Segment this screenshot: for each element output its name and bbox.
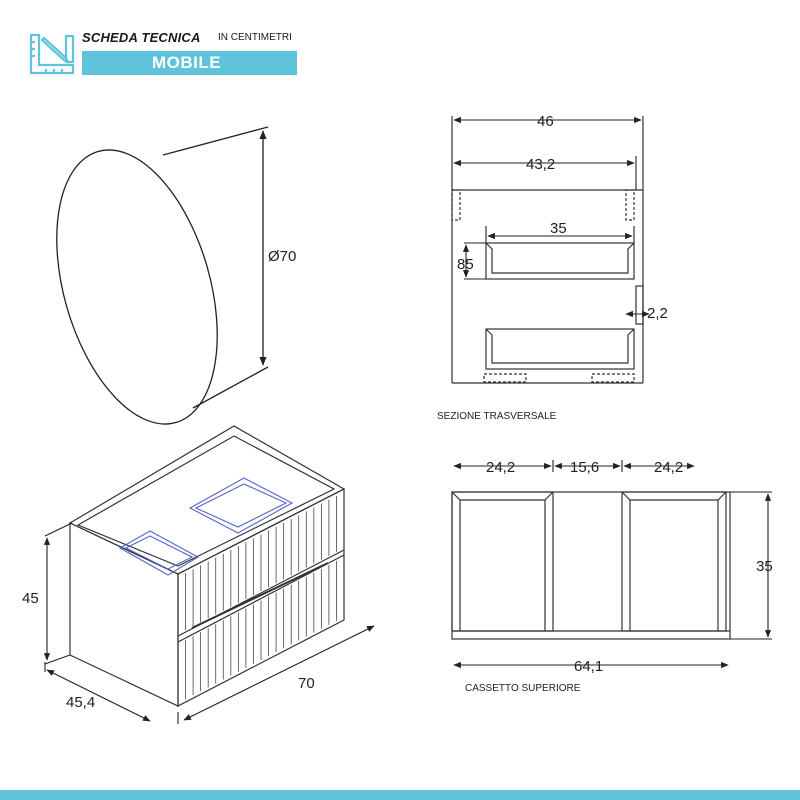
- cabinet-width-line: [184, 626, 374, 720]
- top-drawer-left-label: 24,2: [486, 459, 516, 476]
- footer-bar: [0, 790, 800, 800]
- top-drawer-total-width-label: 64,1: [574, 658, 604, 675]
- top-drawer-drawing: [452, 492, 730, 639]
- mirror-extension-top: [163, 127, 268, 155]
- cabinet-depth-line: [47, 670, 150, 721]
- mirror-extension-bottom: [193, 367, 268, 408]
- section-inner-width-label: 43,2: [526, 156, 556, 173]
- section-drawer-width-label: 35: [550, 220, 567, 237]
- cabinet-height-label: 45: [22, 590, 39, 607]
- header-subtitle: IN CENTIMETRI: [218, 32, 292, 43]
- top-drawer-left-compartment: [452, 492, 553, 631]
- mirror-outline: [28, 131, 246, 442]
- cabinet-front-panel: [178, 489, 344, 706]
- top-drawer-right-label: 24,2: [654, 459, 684, 476]
- cabinet-drawing: [70, 426, 344, 706]
- top-drawer-caption: CASSETTO SUPERIORE: [465, 683, 581, 694]
- section-drawer-height-label: 85: [457, 256, 474, 273]
- top-drawer-height-label: 35: [756, 558, 773, 575]
- section-caption: SEZIONE TRASVERSALE: [437, 411, 557, 422]
- section-overall-width-label: 46: [537, 113, 554, 130]
- cabinet-fluting: [186, 496, 337, 699]
- cabinet-width-label: 70: [298, 675, 315, 692]
- top-drawer-middle-label: 15,6: [570, 459, 600, 476]
- top-drawer-right-compartment: [622, 492, 726, 631]
- mirror-drawing: [28, 127, 268, 443]
- mirror-diameter-label: Ø70: [268, 248, 297, 265]
- header-banner-label: MOBILE: [152, 53, 222, 72]
- cabinet-depth-label: 45,4: [66, 694, 96, 711]
- section-side-thickness-label: 2,2: [647, 305, 668, 322]
- header-title: SCHEDA TECNICA: [82, 30, 201, 45]
